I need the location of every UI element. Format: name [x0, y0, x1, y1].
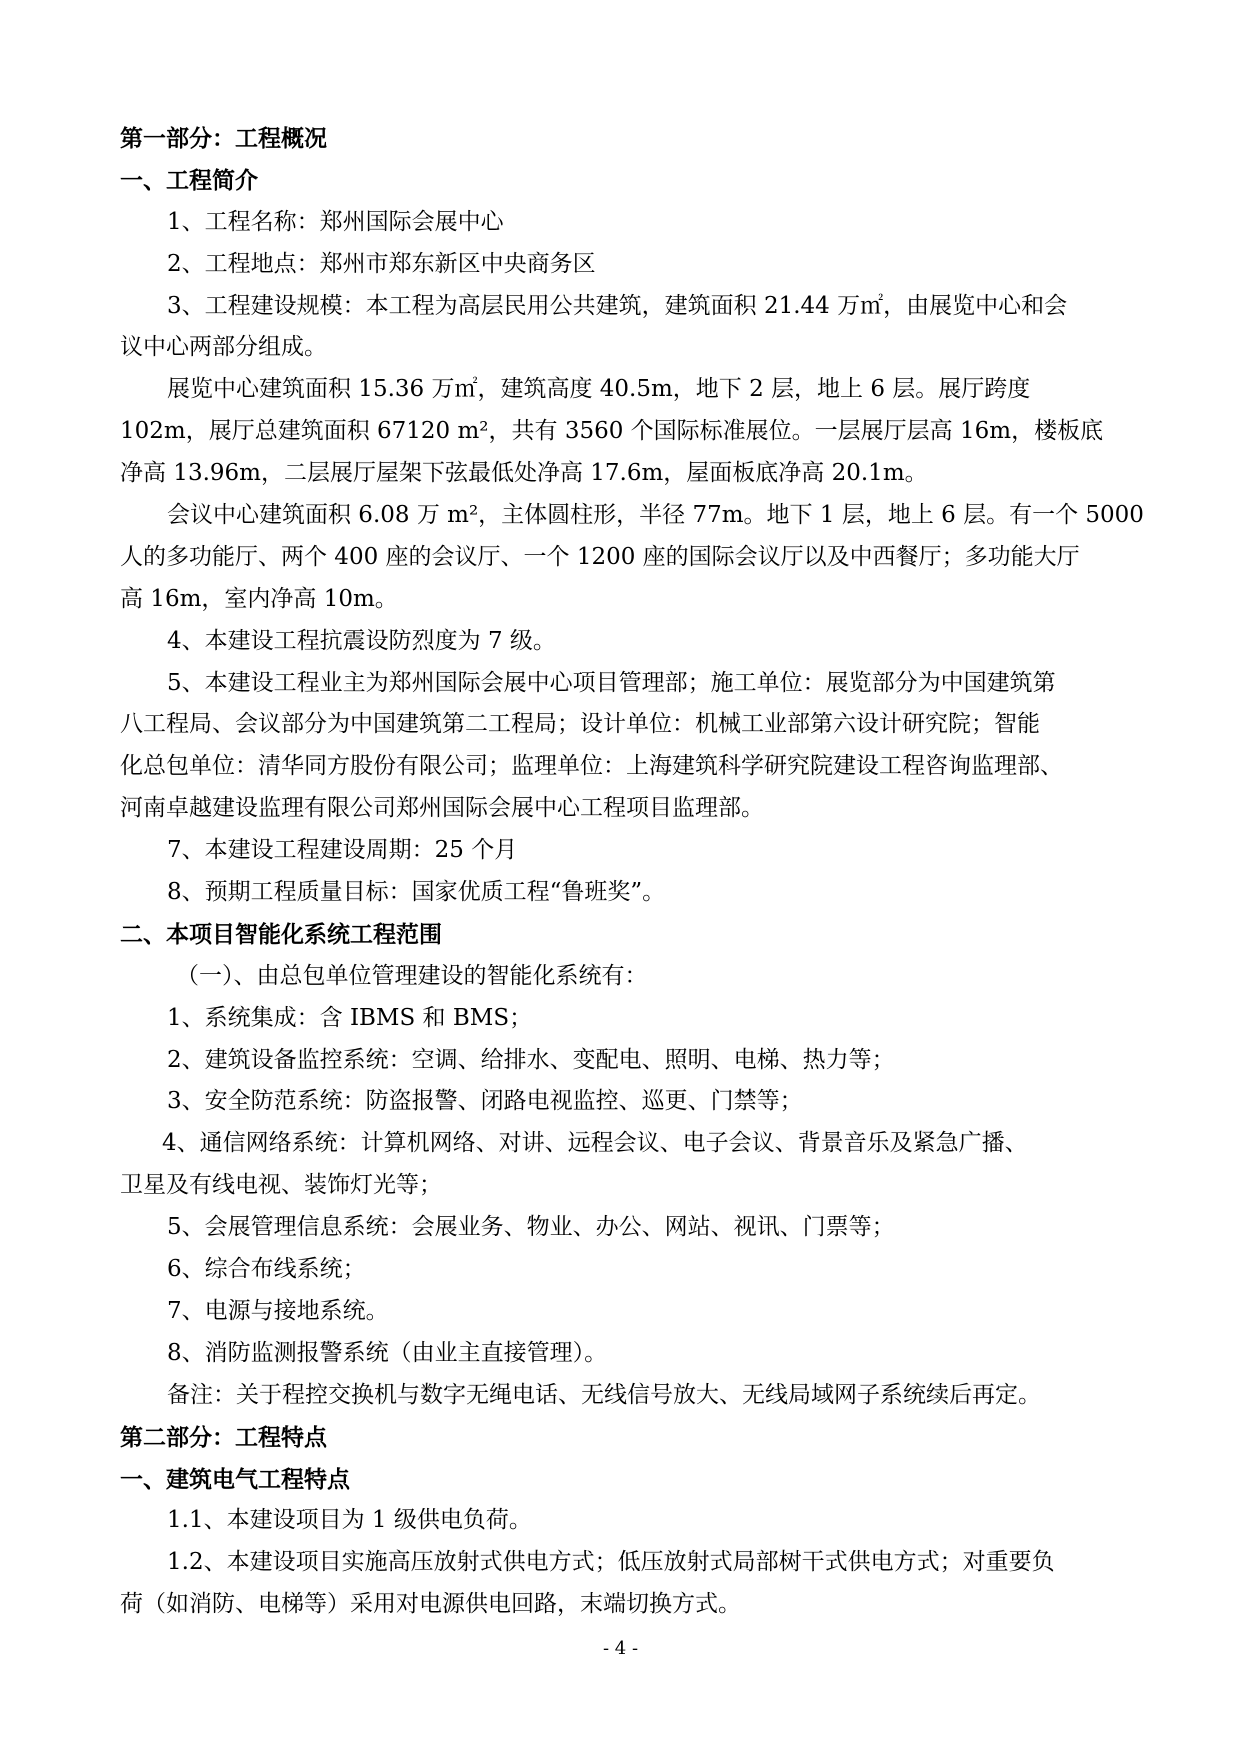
- paragraph-line: 会议中心建筑面积 6.08 万 m²，主体圆柱形，半径 77m。地下 1 层，地上 6 层。有一个 5000: [167, 502, 1144, 529]
- paragraph-line: 5、会展管理信息系统：会展业务、物业、办公、网站、视讯、门票等；: [167, 1214, 895, 1241]
- paragraph-line: 5、本建设工程业主为郑州国际会展中心项目管理部；施工单位：展览部分为中国建筑第: [167, 669, 1056, 696]
- paragraph-line: 1.1、本建设项目为 1 级供电负荷。: [167, 1507, 532, 1534]
- paragraph-line: 6、综合布线系统；: [167, 1256, 366, 1283]
- paragraph-line: 2、工程地点：郑州市郑东新区中央商务区: [167, 250, 596, 277]
- paragraph-line: 1、工程名称：郑州国际会展中心: [167, 208, 504, 235]
- paragraph-line: 议中心两部分组成。: [120, 334, 327, 361]
- paragraph-line: 3、工程建设规模：本工程为高层民用公共建筑，建筑面积 21.44 万㎡，由展览中心和会: [167, 292, 1068, 319]
- page-number: - 4 -: [602, 1638, 639, 1659]
- paragraph-line: 4、本建设工程抗震设防烈度为 7 级。: [167, 627, 556, 654]
- paragraph-line: 2、建筑设备监控系统：空调、给排水、变配电、照明、电梯、热力等；: [167, 1046, 895, 1073]
- paragraph-line: 人的多功能厅、两个 400 座的会议厅、一个 1200 座的国际会议厅以及中西餐厅；多功能大厅: [120, 543, 1080, 570]
- paragraph-line: 高 16m，室内净高 10m。: [120, 585, 398, 612]
- section-heading: 一、工程简介: [120, 166, 258, 194]
- section-heading: 第一部分：工程概况: [120, 125, 327, 152]
- document-body: [120, 118, 1144, 1626]
- paragraph-line: 1.2、本建设项目实施高压放射式供电方式；低压放射式局部树干式供电方式；对重要负: [167, 1549, 1055, 1576]
- paragraph-line: 备注：关于程控交换机与数字无绳电话、无线信号放大、无线局域网子系统续后再定。: [167, 1381, 1041, 1408]
- paragraph-line: 8、消防监测报警系统（由业主直接管理）。: [167, 1339, 608, 1366]
- paragraph-line: 7、本建设工程建设周期：25 个月: [167, 837, 518, 864]
- paragraph-line: 4、通信网络系统：计算机网络、对讲、远程会议、电子会议、背景音乐及紧急广播、: [162, 1130, 1028, 1157]
- paragraph-line: 荷（如消防、电梯等）采用对电源供电回路，末端切换方式。: [120, 1591, 741, 1618]
- paragraph-line: 八工程局、会议部分为中国建筑第二工程局；设计单位：机械工业部第六设计研究院；智能: [120, 711, 1040, 738]
- section-heading: 二、本项目智能化系统工程范围: [120, 920, 442, 948]
- paragraph-line: 102m，展厅总建筑面积 67120 m²，共有 3560 个国际标准展位。一层展厅层高 16m，楼板底: [120, 418, 1104, 445]
- section-heading: 一、建筑电气工程特点: [120, 1465, 350, 1493]
- paragraph-line: 1、系统集成：含 IBMS 和 BMS；: [167, 1004, 533, 1031]
- paragraph-line: 净高 13.96m，二层展厅屋架下弦最低处净高 17.6m，屋面板底净高 20.1m。: [120, 460, 928, 487]
- paragraph-line: 展览中心建筑面积 15.36 万㎡，建筑高度 40.5m，地下 2 层，地上 6 层。展厅跨度: [167, 376, 1031, 403]
- section-heading: 第二部分：工程特点: [120, 1423, 327, 1451]
- paragraph-line: 8、预期工程质量目标：国家优质工程“鲁班奖”。: [167, 879, 666, 906]
- paragraph-line: （一）、由总包单位管理建设的智能化系统有：: [176, 962, 648, 989]
- paragraph-line: 7、电源与接地系统。: [167, 1297, 389, 1324]
- paragraph-line: 河南卓越建设监理有限公司郑州国际会展中心工程项目监理部。: [120, 795, 764, 822]
- paragraph-line: 3、安全防范系统：防盗报警、闭路电视监控、巡更、门禁等；: [167, 1088, 803, 1115]
- paragraph-line: 化总包单位：清华同方股份有限公司；监理单位：上海建筑科学研究院建设工程咨询监理部、: [120, 753, 1063, 780]
- paragraph-line: 卫星及有线电视、装饰灯光等；: [120, 1172, 442, 1199]
